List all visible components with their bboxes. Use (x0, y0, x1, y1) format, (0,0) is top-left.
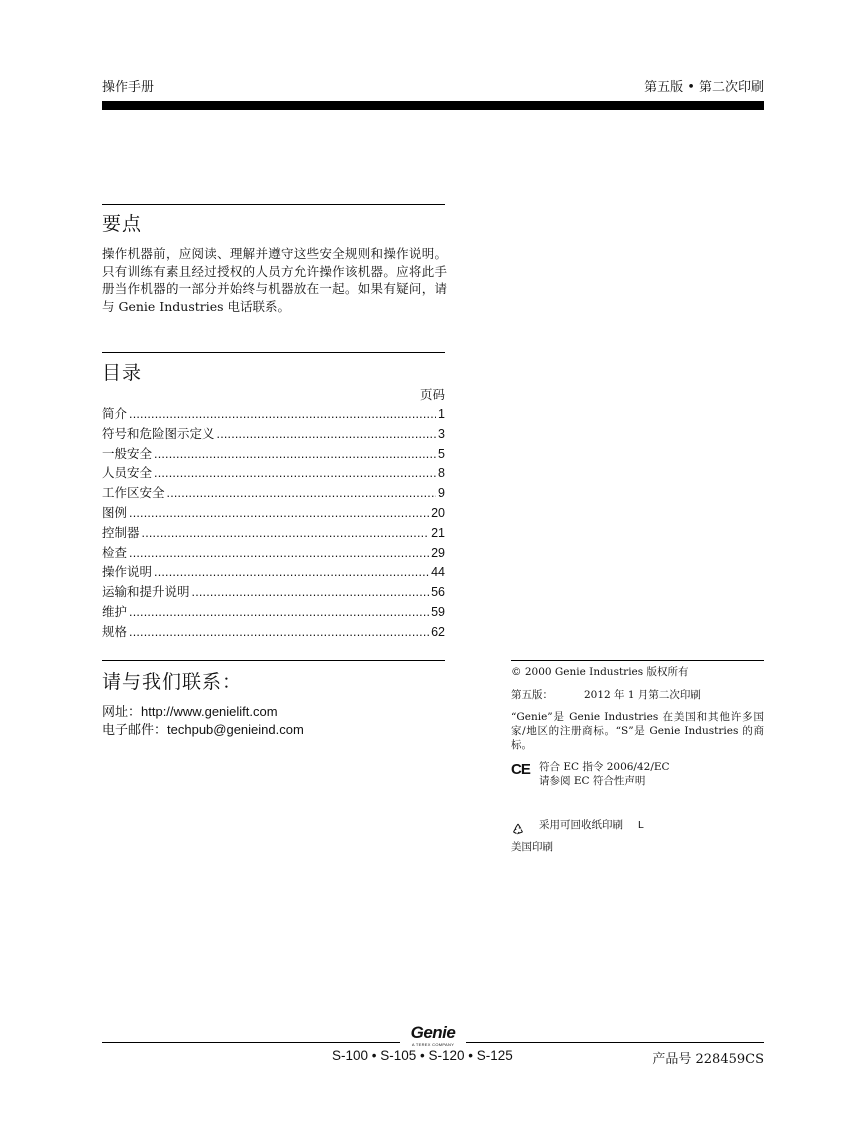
toc-entry-page: 1 (438, 407, 445, 421)
toc-entry[interactable] (102, 424, 445, 444)
toc-entry[interactable] (102, 463, 445, 483)
toc-entry[interactable] (102, 562, 445, 582)
part-number: 产品号 228459CS (652, 1052, 764, 1067)
toc-entry-page: 29 (431, 545, 445, 560)
toc-entry-label: 一般安全 (102, 445, 153, 461)
key-points-title: 要点 (102, 213, 143, 235)
toc-entry[interactable] (102, 543, 445, 563)
section-rule (102, 352, 445, 353)
recycled-paper-note: 采用可回收纸印刷 (539, 819, 623, 831)
toc-leader-dots (129, 625, 429, 639)
logo-tagline: A TEREX COMPANY (411, 1042, 455, 1047)
toc-entry[interactable] (102, 622, 445, 642)
recycle-icon (512, 820, 524, 832)
toc-entry[interactable] (102, 444, 445, 464)
toc-entry-label: 控制器 (102, 524, 140, 540)
model-list: S-100 • S-105 • S-120 • S-125 (332, 1048, 513, 1063)
copyright-line: © 2000 Genie Industries 版权所有 (511, 666, 689, 678)
toc-entry[interactable] (102, 523, 445, 543)
toc-entry[interactable] (102, 582, 445, 602)
section-rule (102, 660, 445, 661)
toc-entry-label: 检查 (102, 544, 128, 560)
toc-list (102, 404, 445, 642)
contact-block (102, 703, 304, 739)
toc-entry-label: 简介 (102, 406, 128, 421)
email-link[interactable]: techpub@genieind.com (167, 722, 304, 737)
key-points-paragraph: 操作机器前，应阅读、理解并遵守这些安全规则和操作说明。只有训练有素且经过授权的人员方允许操作该机器。应将此手册当作机器的一部分并始终与机器放在一起。如果有疑问，请与 Genie Industries 电话联系。 (102, 246, 447, 314)
toc-entry[interactable] (102, 483, 445, 503)
toc-leader-dots (167, 486, 437, 500)
email-line (102, 721, 304, 739)
toc-entry-page: 20 (431, 505, 445, 520)
toc-leader-dots (217, 427, 437, 441)
toc-entry-page: 3 (438, 426, 445, 441)
edition-title: 第五版 • 第二次印刷 (644, 80, 764, 95)
genie-logo (404, 1024, 462, 1047)
toc-leader-dots (154, 447, 436, 461)
toc-leader-dots (154, 466, 436, 480)
toc-leader-dots (129, 546, 429, 560)
printed-in: 美国印刷 (511, 841, 553, 853)
toc-entry-label: 操作说明 (102, 564, 153, 580)
website-line (102, 703, 304, 721)
toc-entry-label: 维护 (102, 603, 128, 619)
toc-leader-dots (129, 407, 436, 421)
website-link[interactable]: http://www.genielift.com (141, 704, 278, 719)
toc-entry-label: 工作区安全 (102, 485, 165, 501)
toc-entry-page: 5 (438, 446, 445, 461)
toc-entry-page: 44 (431, 565, 445, 580)
trademark-notice: “Genie”是 Genie Industries 在美国和其他许多国家/地区的注册商标。“S”是 Genie Industries 的商标。 (511, 711, 764, 751)
toc-entry-page: 59 (431, 604, 445, 619)
email-label: 电子邮件： (102, 723, 168, 738)
footer-rule-left (102, 1042, 400, 1043)
toc-leader-dots (129, 506, 429, 520)
toc-page-header: 页码 (419, 387, 445, 402)
toc-leader-dots (192, 585, 430, 599)
toc-entry[interactable] (102, 404, 445, 424)
contact-title: 请与我们联系： (102, 671, 243, 693)
toc-entry-label: 符号和危险图示定义 (102, 425, 215, 441)
toc-leader-dots (129, 605, 429, 619)
edition-label: 第五版： (511, 689, 553, 701)
toc-leader-dots (154, 565, 429, 579)
toc-entry-label: 人员安全 (102, 465, 153, 481)
toc-entry-label: 图例 (102, 504, 128, 520)
header-bar (102, 101, 764, 110)
toc-entry[interactable] (102, 503, 445, 523)
manual-title: 操作手册 (102, 80, 155, 95)
recycled-code: L (638, 819, 644, 831)
toc-title: 目录 (102, 362, 143, 384)
toc-entry[interactable] (102, 602, 445, 622)
toc-entry-page: 56 (431, 585, 445, 600)
ce-line-2: 请参阅 EC 符合性声明 (539, 775, 646, 787)
toc-entry-page: 9 (438, 486, 445, 501)
toc-entry-page: 8 (438, 466, 445, 481)
ce-line-1: 符合 EC 指令 2006/42/EC (539, 761, 670, 773)
toc-entry-page: 62 (431, 624, 445, 639)
section-rule (102, 204, 445, 205)
edition-date: 2012 年 1 月第二次印刷 (584, 689, 701, 701)
website-label: 网址： (102, 705, 142, 720)
toc-entry-label: 规格 (102, 623, 128, 639)
section-rule (511, 660, 764, 661)
ce-mark-icon: CE (511, 761, 530, 778)
toc-entry-label: 运输和提升说明 (102, 584, 190, 600)
toc-leader-dots (142, 526, 430, 540)
toc-entry-page: 21 (431, 525, 445, 540)
logo-wordmark: Genie (410, 1023, 456, 1042)
footer-rule-right (466, 1042, 764, 1043)
